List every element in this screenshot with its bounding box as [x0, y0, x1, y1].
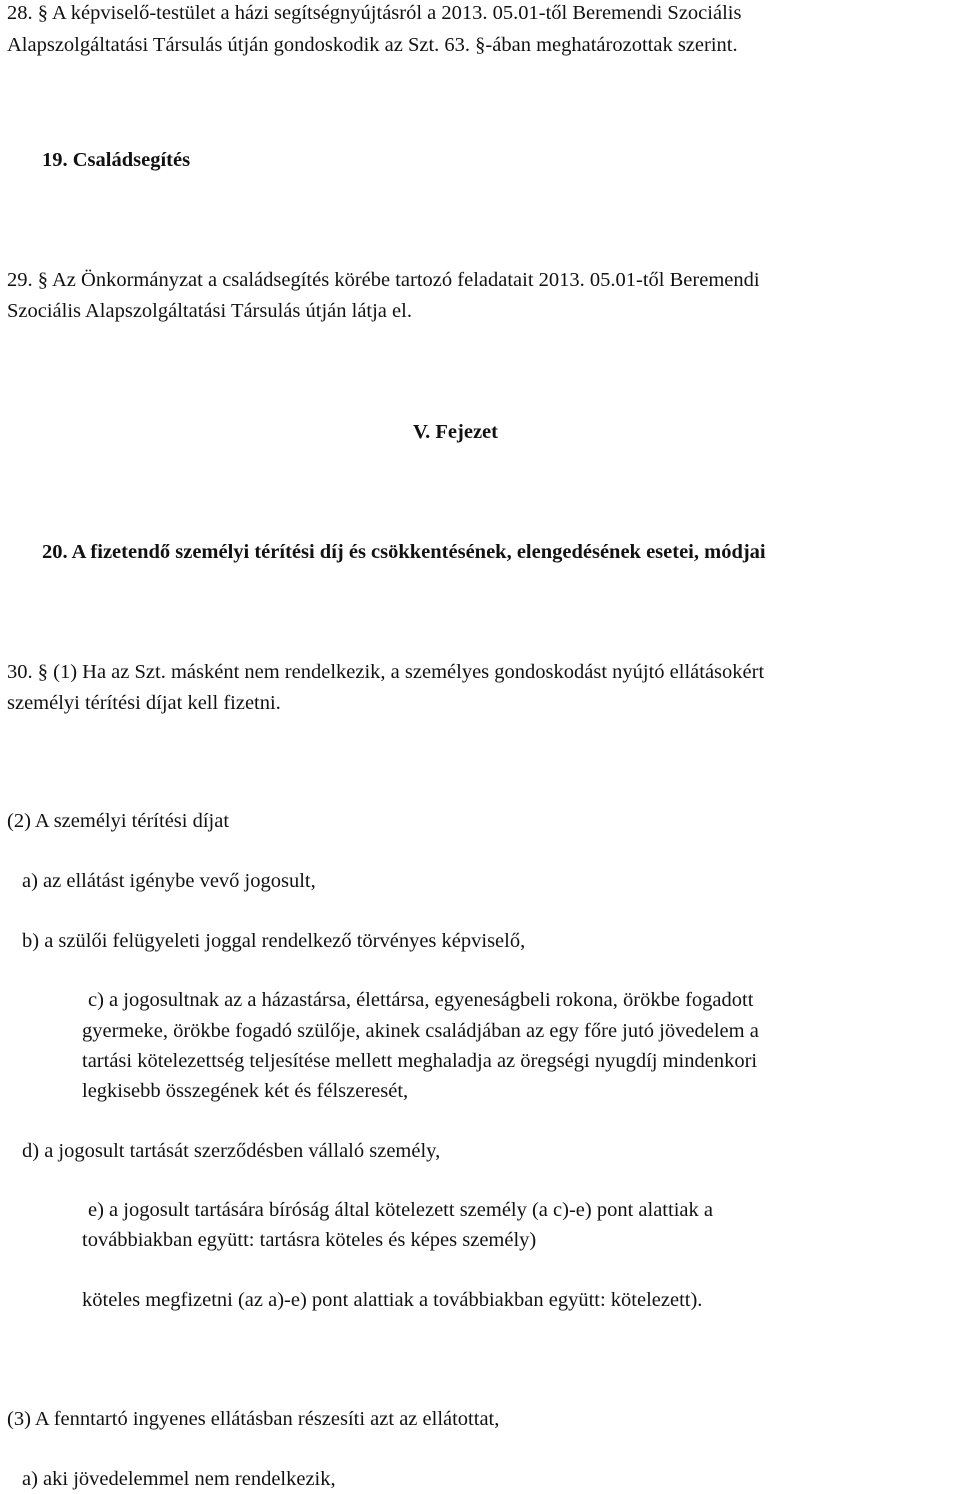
paragraph-2: (2) A személyi térítési díjat: [7, 810, 230, 832]
item-c-line-3: tartási kötelezettség teljesítése mellett meghaladja az öregségi nyugdíj mindenkori: [82, 1050, 758, 1072]
section-29-line-2: Szociális Alapszolgáltatási Társulás útján látja el.: [7, 300, 412, 322]
heading-20: 20. A fizetendő személyi térítési díj és csökkentésének, elengedésének esetei, módjai: [42, 541, 766, 563]
paragraph-3: (3) A fenntartó ingyenes ellátásban részesíti azt az ellátottat,: [7, 1408, 500, 1430]
section-29-line-1: 29. § Az Önkormányzat a családsegítés körébe tartozó feladatait 2013. 05.01-től Beremendi: [7, 269, 760, 291]
section-30-line-2: személyi térítési díjat kell fizetni.: [7, 692, 281, 714]
item-a: a) az ellátást igénybe vevő jogosult,: [22, 870, 316, 892]
item-c-line-1: c) a jogosultnak az a házastársa, élettársa, egyeneságbeli rokona, örökbe fogadott: [88, 989, 754, 1011]
heading-19: 19. Családsegítés: [42, 149, 191, 171]
item-b: b) a szülői felügyeleti joggal rendelkező törvényes képviselő,: [22, 930, 526, 952]
item-c-line-2: gyermeke, örökbe fogadó szülője, akinek családjában az egy főre jutó jövedelem a: [82, 1020, 759, 1042]
item-e-line-2: továbbiakban együtt: tartásra köteles és képes személy): [82, 1229, 537, 1251]
section-30-line-1: 30. § (1) Ha az Szt. másként nem rendelkezik, a személyes gondoskodást nyújtó ellátásokért: [7, 661, 765, 683]
item-d: d) a jogosult tartását szerződésben vállaló személy,: [22, 1140, 441, 1162]
item-c-line-4: legkisebb összegének két és félszeresét,: [82, 1080, 409, 1102]
section-28-line-2: Alapszolgáltatási Társulás útján gondoskodik az Szt. 63. §-ában meghatározottak szerint.: [7, 34, 738, 56]
chapter-title: V. Fejezet: [413, 421, 498, 443]
item-e-line-1: e) a jogosult tartására bíróság által kötelezett személy (a c)-e) pont alattiak a: [88, 1199, 713, 1221]
section-28-line-1: 28. § A képviselő-testület a házi segítségnyújtásról a 2013. 05.01-től Beremendi Szociális: [7, 2, 742, 24]
paragraph-3-item-a: a) aki jövedelemmel nem rendelkezik,: [22, 1468, 336, 1490]
obligation-sentence: köteles megfizetni (az a)-e) pont alattiak a továbbiakban együtt: kötelezett).: [82, 1289, 703, 1311]
